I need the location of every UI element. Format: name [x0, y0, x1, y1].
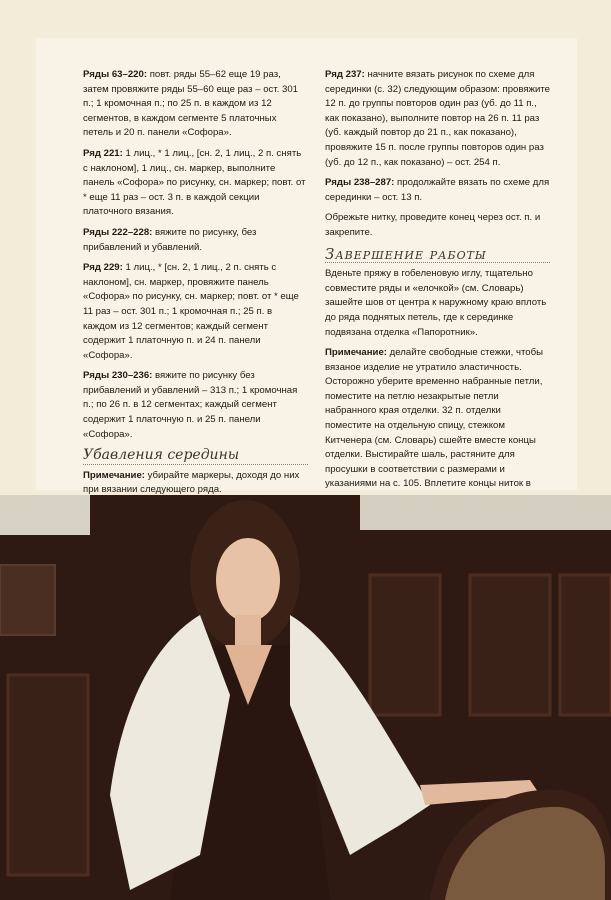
- row-text: повт. ряды 55–62 еще 19 раз, затем провяжите ряды 55–60 еще раз – ост. 301 п.; 1 кромочная п.; по 25 п. в каждом из 12 сегментов, в каждом сегменте 5 платочных петель и 20 п. панели «Софора».: [83, 69, 298, 139]
- section-heading-decreases: Убавления середины: [83, 448, 308, 465]
- wall-panel: [560, 575, 611, 715]
- note-paragraph: [325, 346, 550, 507]
- text-panel: [36, 38, 577, 496]
- row-label: Ряды 222–228:: [83, 226, 153, 238]
- paragraph-row-221: [83, 147, 308, 220]
- paragraph-row-237: [325, 68, 550, 170]
- wall-panel: [370, 575, 440, 715]
- wall-panel: [470, 575, 550, 715]
- face: [216, 538, 280, 622]
- row-text: начните вязать рисунок по схеме для серединки (с. 32) следующим образом: провяжите 12 п. до группы повторов один раз (уб. до 11 п., как показано), выполните повтор на 26 п. 11 раз (уб. каждый повтор до 21 п., как показано), провяжите 15 п. после группы повторов один раз (уб. до 12 п., как показано) – ост. 254 п.: [325, 69, 550, 168]
- neck: [235, 615, 261, 645]
- row-label: Ряды 238–287:: [325, 177, 395, 189]
- row-text: вяжите по рисунку, без прибавлений и убавлений.: [83, 226, 257, 253]
- paragraph-rows-63-220: [83, 68, 308, 141]
- paragraph-sewing: Вденьте пряжу в гобеленовую иглу, тщательно совместите ряды и «елочкой» (см. Словарь) зашейте шов от центра к наружному краю вплоть до ряда поднятых петель, где к серединке подвязана отделка «Папоротник».: [325, 268, 547, 338]
- paragraph-rows-222-228: [83, 226, 308, 255]
- window-left: [0, 495, 90, 535]
- window-right: [360, 495, 611, 530]
- note-text: делайте свободные стежки, чтобы вязаное изделие не утратило эластичность. Осторожно уберите временно набранные петли, поместите на петлю незакрытые петли набранного края отделки. 32 п. отделки поместите на отдельную спицу, стежком Китченера (см. Словарь) сшейте вместе концы отделки. Выстирайте шаль, растяните для просушки в соответствии с размерами и указаниями на с. 105. Вплетите концы ниток в: [325, 347, 544, 490]
- note-text: убирайте маркеры, доходя до них при вязании следующего ряда.: [83, 469, 300, 496]
- row-label: Ряды 63–220:: [83, 69, 148, 80]
- row-text: 1 лиц., * [сн. 2, 1 лиц., 2 п. снять с наклоном], сн. маркер, провяжите панель «Софора» по рисунку, сн. маркер; повт. от * еще 11 раз – ост. 301 п.; 1 кромочная п.; 25 п. в каждом из 12 сегментов; каждый сегмент содержит 1 платочную п. и 24 п. панели «Софора».: [83, 262, 299, 361]
- note-paragraph: [83, 469, 308, 498]
- row-text: продолжайте вязать по схеме для серединки – ост. 13 п.: [325, 177, 550, 203]
- row-label: Ряд 221:: [83, 147, 123, 159]
- note-label: Примечание:: [83, 469, 145, 481]
- wall-vent: [0, 565, 55, 635]
- door-panel-left: [8, 675, 88, 875]
- left-column: [83, 68, 308, 504]
- row-text: вяжите по рисунку без прибавлений и убавлений – 313 п.; 1 кромочная п.; по 26 п. в 12 сегментах; каждый сегмент содержит 1 платочную п. и 25 п. панели «Софора».: [83, 370, 298, 440]
- row-label: Ряд 237:: [325, 69, 365, 80]
- section-heading-finishing: Завершение работы: [325, 247, 550, 264]
- paragraph-row-229: [83, 261, 308, 363]
- row-label: Ряд 229:: [83, 262, 123, 274]
- paragraph-finish-thread: Обрежьте нитку, проведите конец через ост. п. и закрепите.: [325, 212, 541, 238]
- photo-illustration: [0, 495, 611, 900]
- row-text: 1 лиц., * 1 лиц., [сн. 2, 1 лиц., 2 п. снять с наклоном], 1 лиц., сн. маркер, выполните панель «Софора» по рисунку, сн. маркер; повт. от * еще 11 раз – ост. 3 п. в каждой секции платочного вязания.: [83, 147, 306, 218]
- right-column: [325, 68, 550, 513]
- note-label: Примечание:: [325, 347, 387, 359]
- paragraph-rows-230-236: [83, 369, 308, 442]
- paragraph-rows-238-287: [325, 176, 550, 205]
- row-label: Ряды 230–236:: [83, 370, 153, 382]
- model-photo: [0, 495, 611, 900]
